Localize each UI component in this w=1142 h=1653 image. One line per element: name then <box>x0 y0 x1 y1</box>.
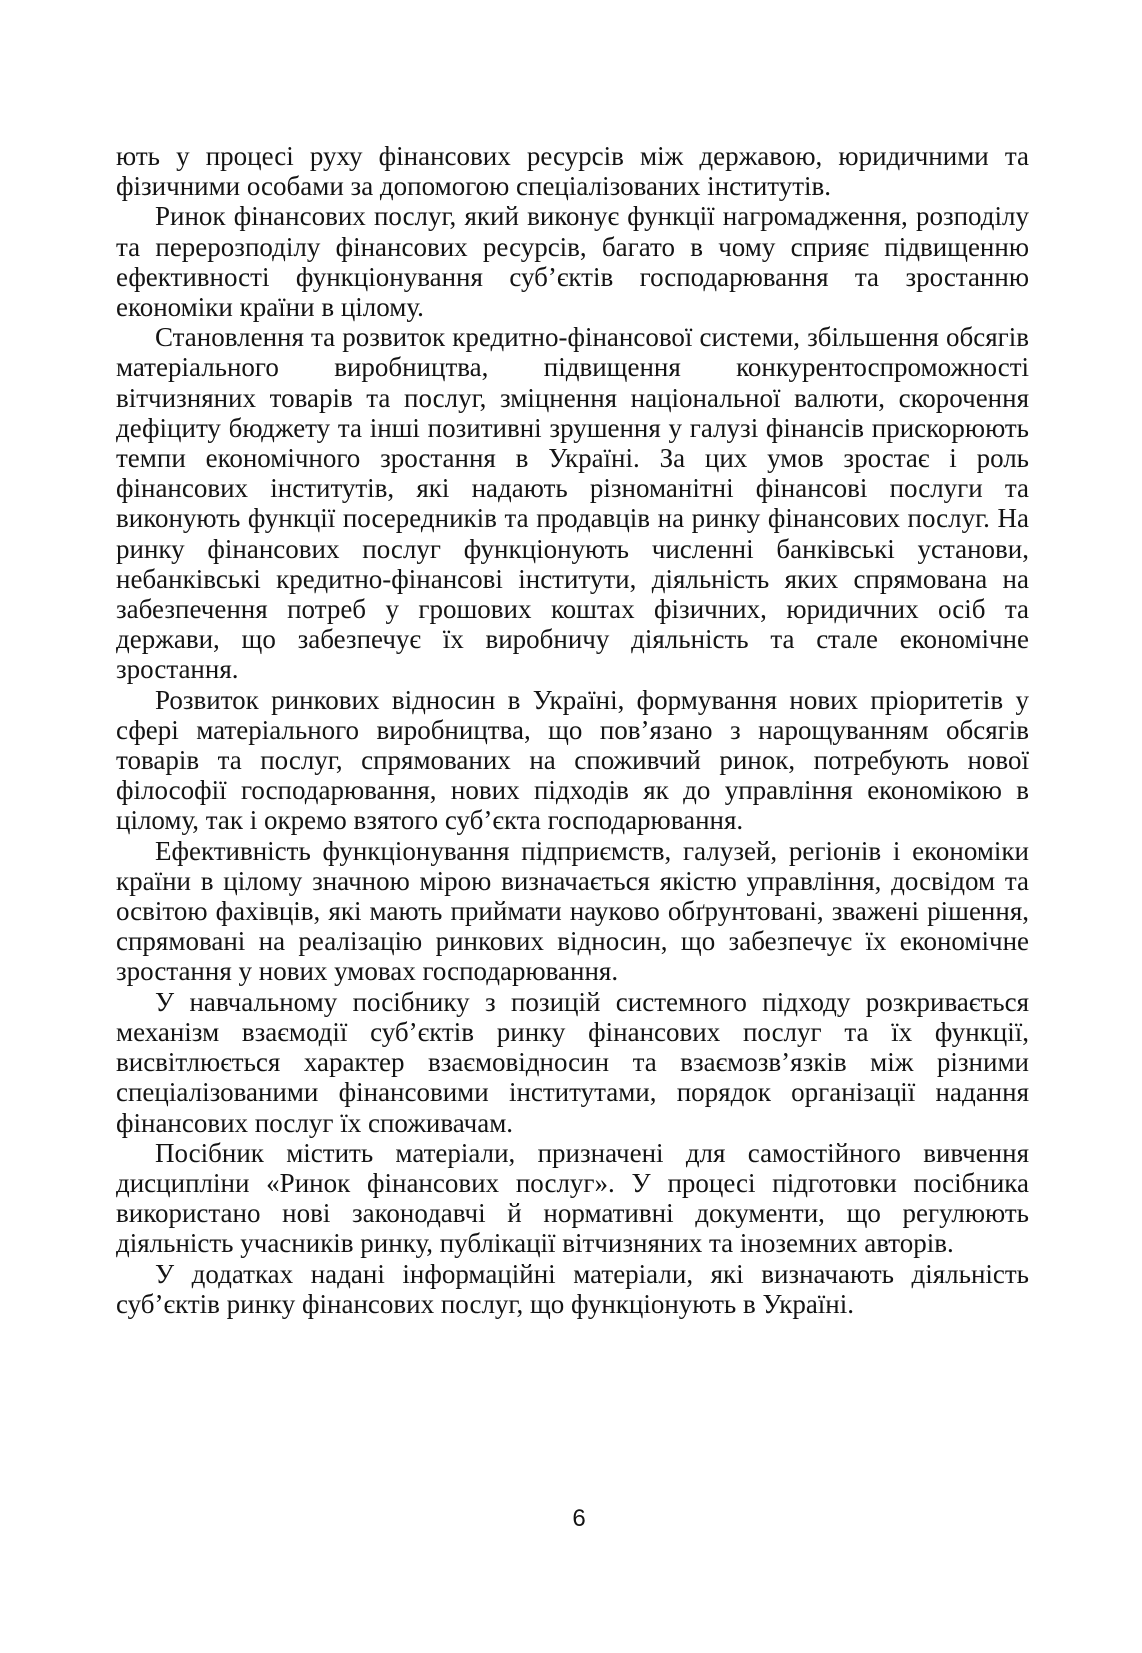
paragraph-3: Становлення та розвиток кредитно-фінансової системи, збільшення обсягів матеріального виробництва, підвищення конкурентоспроможності вітчизняних товарів та послуг, зміцнення національної валюти, скорочення дефіциту бюджету та інші позитивні зрушення у галузі фінансів прискорюють темпи економічного зростання в Україні. За цих умов зростає і роль фінансових інститутів, які надають різноманітні фінансові послуги та виконують функції посередників та продавців на ринку фінансових послуг. На ринку фінансових послуг функціонують численні банківські установи, небанківські кредитно-фінансові інститути, діяльність яких спрямована на забезпечення потреб у грошових коштах фізичних, юридичних осіб та держави, що забезпечує їх виробничу діяльність та стале економічне зростання. <box>116 322 1029 685</box>
paragraph-2: Ринок фінансових послуг, який виконує функції нагромадження, розподілу та перерозподілу фінансових ресурсів, багато в чому сприяє підвищенню ефективності функціонування суб’єктів господарювання та зростанню економіки країни в цілому. <box>116 201 1029 323</box>
page-number: 6 <box>572 1505 586 1532</box>
paragraph-1: ють у процесі руху фінансових ресурсів між державою, юридичними та фізичними особами за допомогою спеціалізованих інститутів. <box>116 141 1029 202</box>
paragraph-5: Ефективність функціонування підприємств, галузей, регіонів і економіки країни в цілому значною мірою визначається якістю управління, досвідом та освітою фахівців, які мають приймати науково обґрунтовані, зважені рішення, спрямовані на реалізацію ринкових відносин, що забезпечує їх економічне зростання у нових умовах господарювання. <box>116 835 1029 987</box>
paragraph-6: У навчальному посібнику з позицій системного підходу розкривається механізм взаємодії суб’єктів ринку фінансових послуг та їх функції, висвітлюється характер взаємовідносин та взаємозв’язків між різними спеціалізованими фінансовими інститутами, порядок організації надання фінансових послуг їх споживачам. <box>116 986 1029 1138</box>
paragraph-8: У додатках надані інформаційні матеріали, які визначають діяльність суб’єктів ринку фінансових послуг, що функціонують в Україні. <box>116 1258 1029 1319</box>
paragraph-7: Посібник містить матеріали, призначені для самостійного вивчення дисципліни «Ринок фінансових послуг». У процесі підготовки посібника використано нові законодавчі й нормативні документи, що регулюють діяльність учасників ринку, публікації вітчизняних та іноземних авторів. <box>116 1137 1029 1259</box>
paragraph-4: Розвиток ринкових відносин в Україні, формування нових пріоритетів у сфері матеріального виробництва, що пов’язано з нарощуванням обсягів товарів та послуг, спрямованих на споживчий ринок, потребують нової філософії господарювання, нових підходів як до управління економікою в цілому, так і окремо взятого суб’єкта господарювання. <box>116 684 1029 836</box>
page-body <box>116 141 1029 1319</box>
